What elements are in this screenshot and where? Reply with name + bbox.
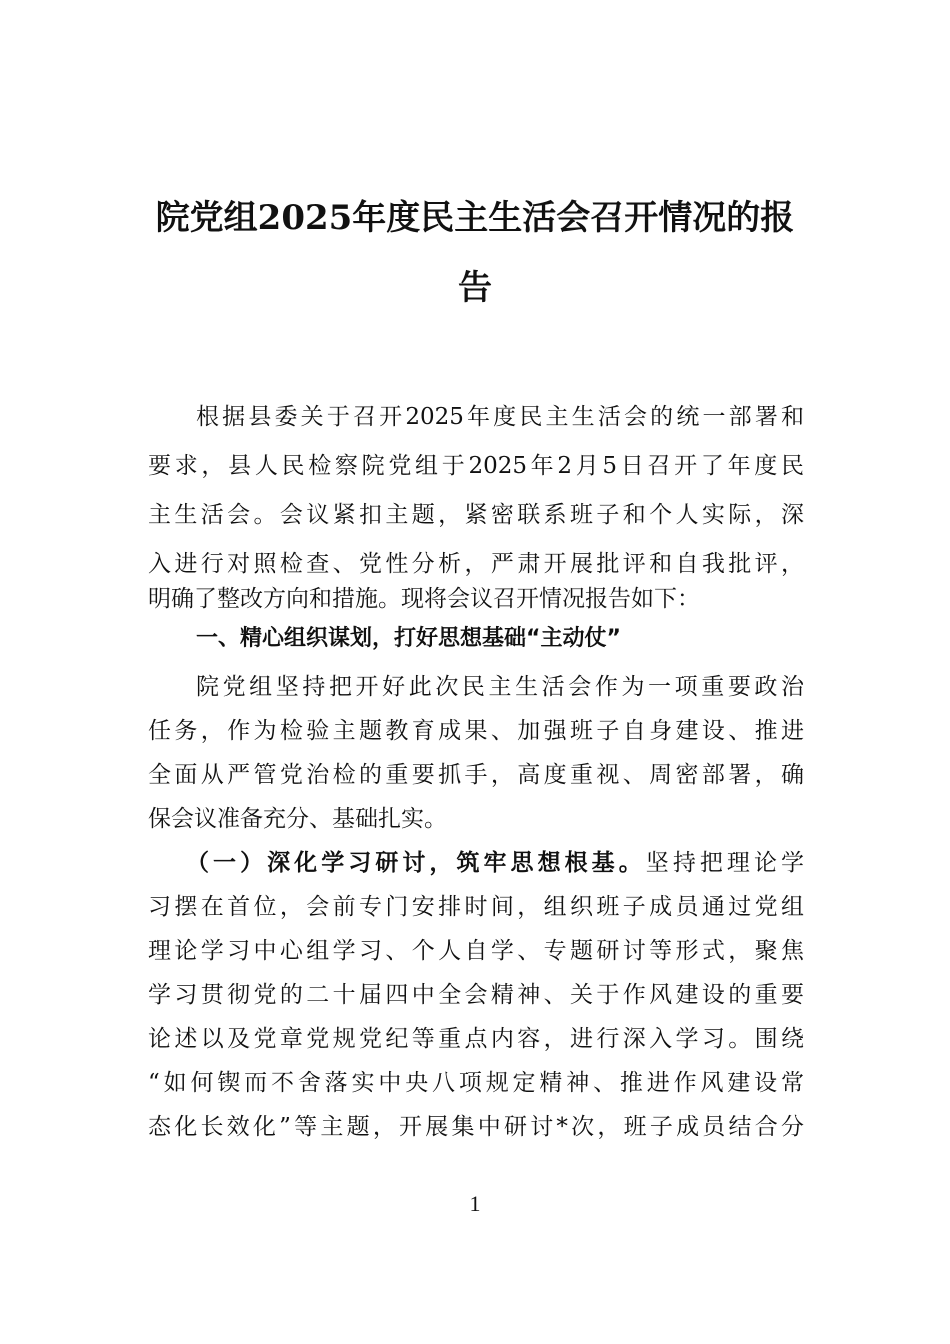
subsection-1-lead-rest: 坚持把理论学	[645, 850, 805, 876]
section-1-line-3: 全面从严管党治检的重要抓手，高度重视、周密部署，确	[148, 762, 804, 788]
page-number: 1	[469, 1191, 481, 1216]
section-1-line-4: 保会议准备充分、基础扎实。	[148, 806, 447, 832]
intro-line-4: 入进行对照检查、党性分析，严肃开展批评和自我批评，	[148, 551, 804, 577]
intro-line-2: 要求，县人民检察院党组于2025年2月5日召开了年度民	[148, 453, 804, 479]
subsection-1-line-6: “如何锲而不舍落实中央八项规定精神、推进作风建设常	[148, 1070, 804, 1096]
document-title-line-2: 告	[458, 268, 492, 308]
subsection-1-line-7: 态化长效化”等主题，开展集中研讨*次，班子成员结合分	[148, 1114, 804, 1140]
subsection-1-line-5: 论述以及党章党规党纪等重点内容，进行深入学习。围绕	[148, 1026, 804, 1052]
intro-line-1: 根据县委关于召开2025年度民主生活会的统一部署和	[196, 404, 804, 430]
section-1-line-2: 任务，作为检验主题教育成果、加强班子自身建设、推进	[148, 718, 804, 744]
subsection-1-line-4: 学习贯彻党的二十届四中全会精神、关于作风建设的重要	[148, 982, 804, 1008]
intro-line-5: 明确了整改方向和措施。现将会议召开情况报告如下：	[148, 586, 700, 612]
intro-line-3: 主生活会。会议紧扣主题，紧密联系班子和个人实际，深	[148, 502, 804, 528]
subsection-1-bold-lead: （一）深化学习研讨，筑牢思想根基。	[186, 849, 646, 876]
subsection-1-line-2: 习摆在首位，会前专门安排时间，组织班子成员通过党组	[148, 894, 804, 920]
document-title-line-1: 院党组2025年度民主生活会召开情况的报	[155, 198, 795, 238]
section-1-line-1: 院党组坚持把开好此次民主生活会作为一项重要政治	[196, 674, 804, 700]
section-1-heading: 一、精心组织谋划，打好思想基础“主动仗”	[196, 626, 621, 651]
subsection-1-line-1	[186, 848, 804, 878]
subsection-1-line-3: 理论学习中心组学习、个人自学、专题研讨等形式，聚焦	[148, 938, 804, 964]
